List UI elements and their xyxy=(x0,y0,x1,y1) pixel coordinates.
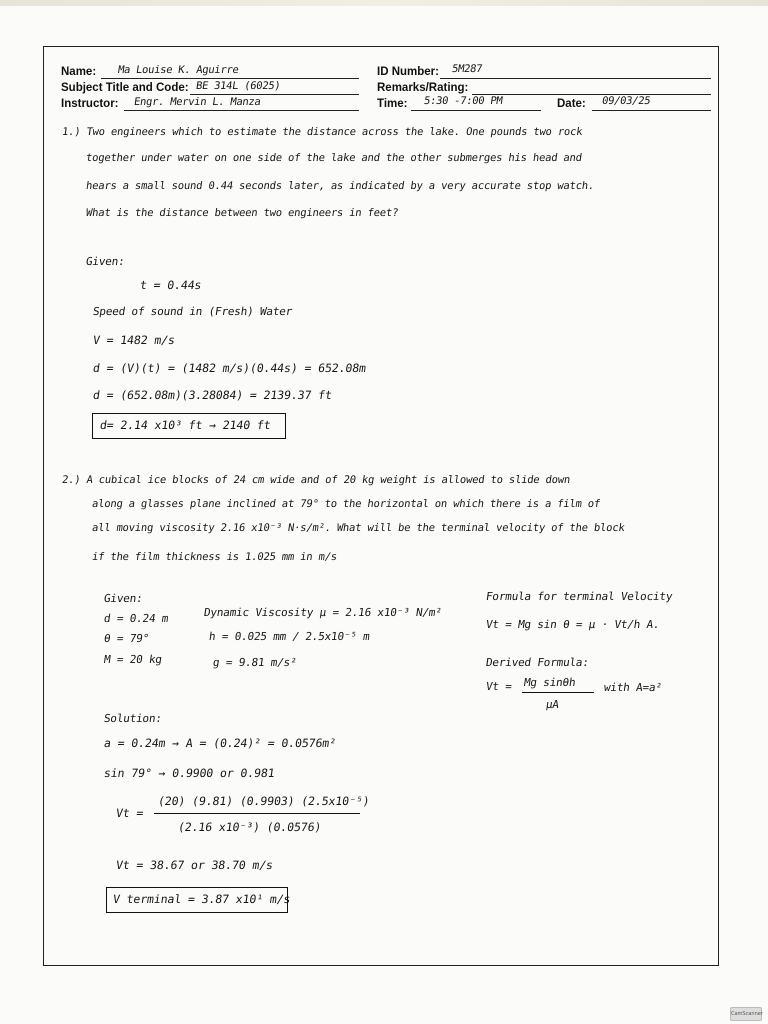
p2-question-line-4: if the film thickness is 1.025 mm in m/s xyxy=(91,551,338,563)
p2-derived-denominator: μA xyxy=(545,698,560,711)
date-value: 09/03/25 xyxy=(601,95,652,107)
p1-work-line-4: d = (V)(t) = (1482 m/s)(0.44s) = 652.08m xyxy=(92,361,367,375)
p2-vt-result: Vt = 38.67 or 38.70 m/s xyxy=(115,858,274,872)
p1-work-line-2: Speed of sound in (Fresh) Water xyxy=(92,305,294,318)
p1-question-line-3: hears a small sound 0.44 seconds later, as indicated by a very accurate stop watch. xyxy=(85,180,595,192)
remarks-label: Remarks/Rating: xyxy=(377,82,469,94)
p2-given-thickness: h = 0.025 mm / 2.5x10⁻⁵ m xyxy=(208,630,371,643)
p2-derived-numerator: Mg sinθh xyxy=(523,676,577,689)
p1-question-line-4: What is the distance between two engineers in feet? xyxy=(85,207,400,219)
id-line xyxy=(440,78,711,79)
scanner-watermark: CamScanner xyxy=(730,1007,762,1021)
p1-work-line-3: V = 1482 m/s xyxy=(92,333,176,347)
instructor-value: Engr. Mervin L. Manza xyxy=(133,96,262,108)
name-label: Name: xyxy=(61,66,97,78)
date-line xyxy=(592,110,711,111)
p2-solution-line-1: a = 0.24m → A = (0.24)² = 0.0576m² xyxy=(103,736,337,750)
p2-question-line-3: all moving viscosity 2.16 x10⁻³ N·s/m². What will be the terminal velocity of the block xyxy=(91,522,626,534)
p2-formula-title: Formula for terminal Velocity xyxy=(485,590,674,603)
p1-question-line-2: together under water on one side of the lake and the other submerges his head and xyxy=(85,152,583,164)
p2-vt-numerator: (20) (9.81) (0.9903) (2.5x10⁻⁵) xyxy=(157,794,371,808)
time-line xyxy=(411,110,541,111)
instructor-line xyxy=(124,110,359,111)
subject-value: BE 314L (6025) xyxy=(195,80,282,92)
p1-work-line-1: t = 0.44s xyxy=(139,278,203,292)
p1-work-line-5: d = (652.08m)(3.28084) = 2139.37 ft xyxy=(92,388,333,402)
date-label: Date: xyxy=(557,98,586,110)
p2-vt-fraction-bar xyxy=(154,813,360,814)
p2-answer: V terminal = 3.87 x10¹ m/s xyxy=(112,892,292,906)
subject-label: Subject Title and Code: xyxy=(61,82,189,94)
p2-given-theta: θ = 79° xyxy=(103,632,150,645)
name-line xyxy=(101,78,359,79)
p2-solution-line-2: sin 79° → 0.9900 or 0.981 xyxy=(103,766,276,780)
p2-formula: Vt = Mg sin θ = μ · Vt/h A. xyxy=(485,618,661,631)
p2-question-line-1: 2.) A cubical ice blocks of 24 cm wide and of 20 kg weight is allowed to slide down xyxy=(61,474,571,486)
p2-question-line-2: along a glasses plane inclined at 79° to the horizontal on which there is a film of xyxy=(91,498,601,510)
p2-given-label: Given: xyxy=(103,592,144,605)
p2-vt-lhs: Vt = xyxy=(115,806,145,820)
p2-derived-title: Derived Formula: xyxy=(485,656,590,669)
name-value: Ma Louise K. Aguirre xyxy=(117,64,240,76)
p2-given-gravity: g = 9.81 m/s² xyxy=(212,656,298,669)
p2-vt-denominator: (2.16 x10⁻³) (0.0576) xyxy=(177,820,323,834)
id-value: 5M287 xyxy=(451,63,483,75)
p2-derived-lhs: Vt = xyxy=(485,680,513,693)
remarks-line xyxy=(472,94,711,95)
p1-given-label: Given: xyxy=(85,255,126,268)
p2-given-viscosity: Dynamic Viscosity μ = 2.16 x10⁻³ N/m² xyxy=(203,606,443,619)
p2-derived-rhs: with A=a² xyxy=(603,681,663,694)
id-label: ID Number: xyxy=(377,66,439,78)
p1-answer: d= 2.14 x10³ ft → 2140 ft xyxy=(99,418,272,432)
time-value: 5:30 -7:00 PM xyxy=(423,95,504,107)
p2-derived-fraction-bar xyxy=(522,692,594,693)
p2-solution-label: Solution: xyxy=(103,712,163,725)
p2-given-mass: M = 20 kg xyxy=(103,653,163,666)
subject-line xyxy=(190,94,359,95)
p2-given-d: d = 0.24 m xyxy=(103,612,170,625)
instructor-label: Instructor: xyxy=(61,98,119,110)
p1-question-line-1: 1.) Two engineers which to estimate the distance across the lake. One pounds two rock xyxy=(61,126,584,138)
time-label: Time: xyxy=(377,98,408,110)
